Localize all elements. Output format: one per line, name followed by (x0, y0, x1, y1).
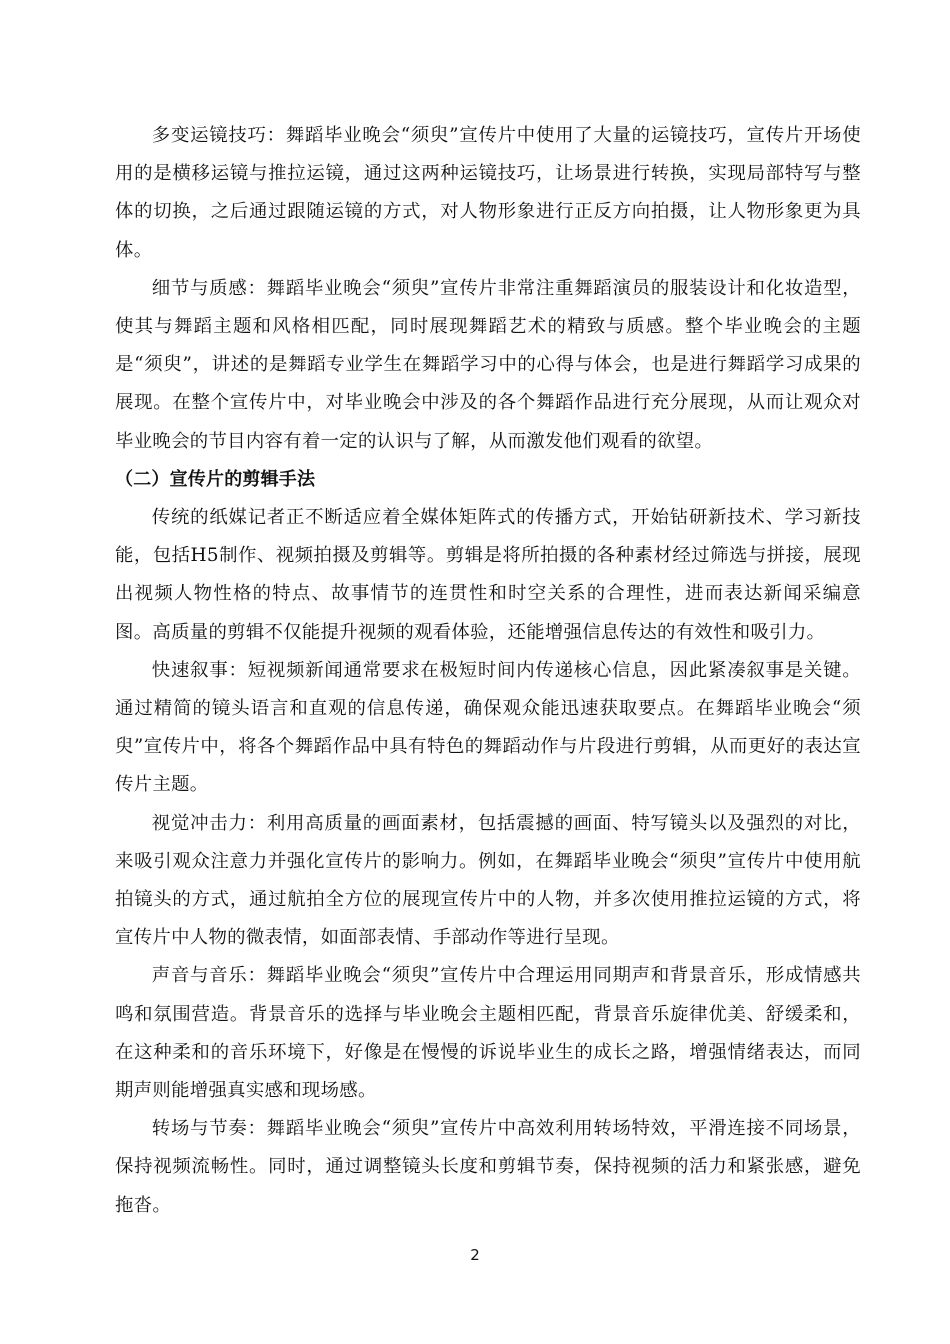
paragraph-visual-impact: 视觉冲击力：利用高质量的画面素材，包括震撼的画面、特写镜头以及强烈的对比，来吸引观众注意力并强化宣传片的影响力。例如，在舞蹈毕业晚会“须臾”宣传片中使用航拍镜头的方式，通过航拍全方位的展现宣传片中的人物，并多次使用推拉运镜的方式，将宣传片中人物的微表情，如面部表情、手部动作等进行呈现。 (115, 812, 861, 949)
section-heading: （二）宣传片的剪辑手法 (115, 468, 316, 490)
page-number: 2 (470, 1246, 480, 1264)
paragraph-fast-narrative: 快速叙事：短视频新闻通常要求在极短时间内传递核心信息，因此紧凑叙事是关键。通过精简的镜头语言和直观的信息传递，确保观众能迅速获取要点。在舞蹈毕业晚会“须臾”宣传片中，将各个舞蹈作品中具有特色的舞蹈动作与片段进行剪辑，从而更好的表达宣传片主题。 (115, 659, 861, 796)
page-body (115, 117, 861, 1225)
paragraph-camera-movement: 多变运镜技巧：舞蹈毕业晚会“须臾”宣传片中使用了大量的运镜技巧，宣传片开场使用的是横移运镜与推拉运镜，通过这两种运镜技巧，让场景进行转换，实现局部特写与整体的切换，之后通过跟随运镜的方式，对人物形象进行正反方向拍摄，让人物形象更为具体。 (115, 125, 861, 261)
paragraph-sound-music: 声音与音乐：舞蹈毕业晚会“须臾”宣传片中合理运用同期声和背景音乐，形成情感共鸣和氛围营造。背景音乐的选择与毕业晚会主题相匹配，背景音乐旋律优美、舒缓柔和，在这种柔和的音乐环境下，好像是在慢慢的诉说毕业生的成长之路，增强情绪表达，而同期声则能增强真实感和现场感。 (115, 965, 861, 1102)
paragraph-detail-texture: 细节与质感：舞蹈毕业晚会“须臾”宣传片非常注重舞蹈演员的服装设计和化妆造型，使其与舞蹈主题和风格相匹配，同时展现舞蹈艺术的精致与质感。整个毕业晚会的主题是“须臾”，讲述的是舞蹈专业学生在舞蹈学习中的心得与体会，也是进行舞蹈学习成果的展现。在整个宣传片中，对毕业晚会中涉及的各个舞蹈作品进行充分展现，从而让观众对毕业晚会的节目内容有着一定的认识与了解，从而激发他们观看的欲望。 (115, 277, 861, 452)
paragraph-editing-intro: 传统的纸媒记者正不断适应着全媒体矩阵式的传播方式，开始钻研新技术、学习新技能，包括H5制作、视频拍摄及剪辑等。剪辑是将所拍摄的各种素材经过筛选与拼接，展现出视频人物性格的特点、故事情节的连贯性和时空关系的合理性，进而表达新闻采编意图。高质量的剪辑不仅能提升视频的观看体验，还能增强信息传达的有效性和吸引力。 (115, 507, 861, 643)
paragraph-transition-rhythm: 转场与节奏：舞蹈毕业晚会“须臾”宣传片中高效利用转场特效，平滑连接不同场景，保持视频流畅性。同时，通过调整镜头长度和剪辑节奏，保持视频的活力和紧张感，避免拖沓。 (115, 1118, 861, 1216)
